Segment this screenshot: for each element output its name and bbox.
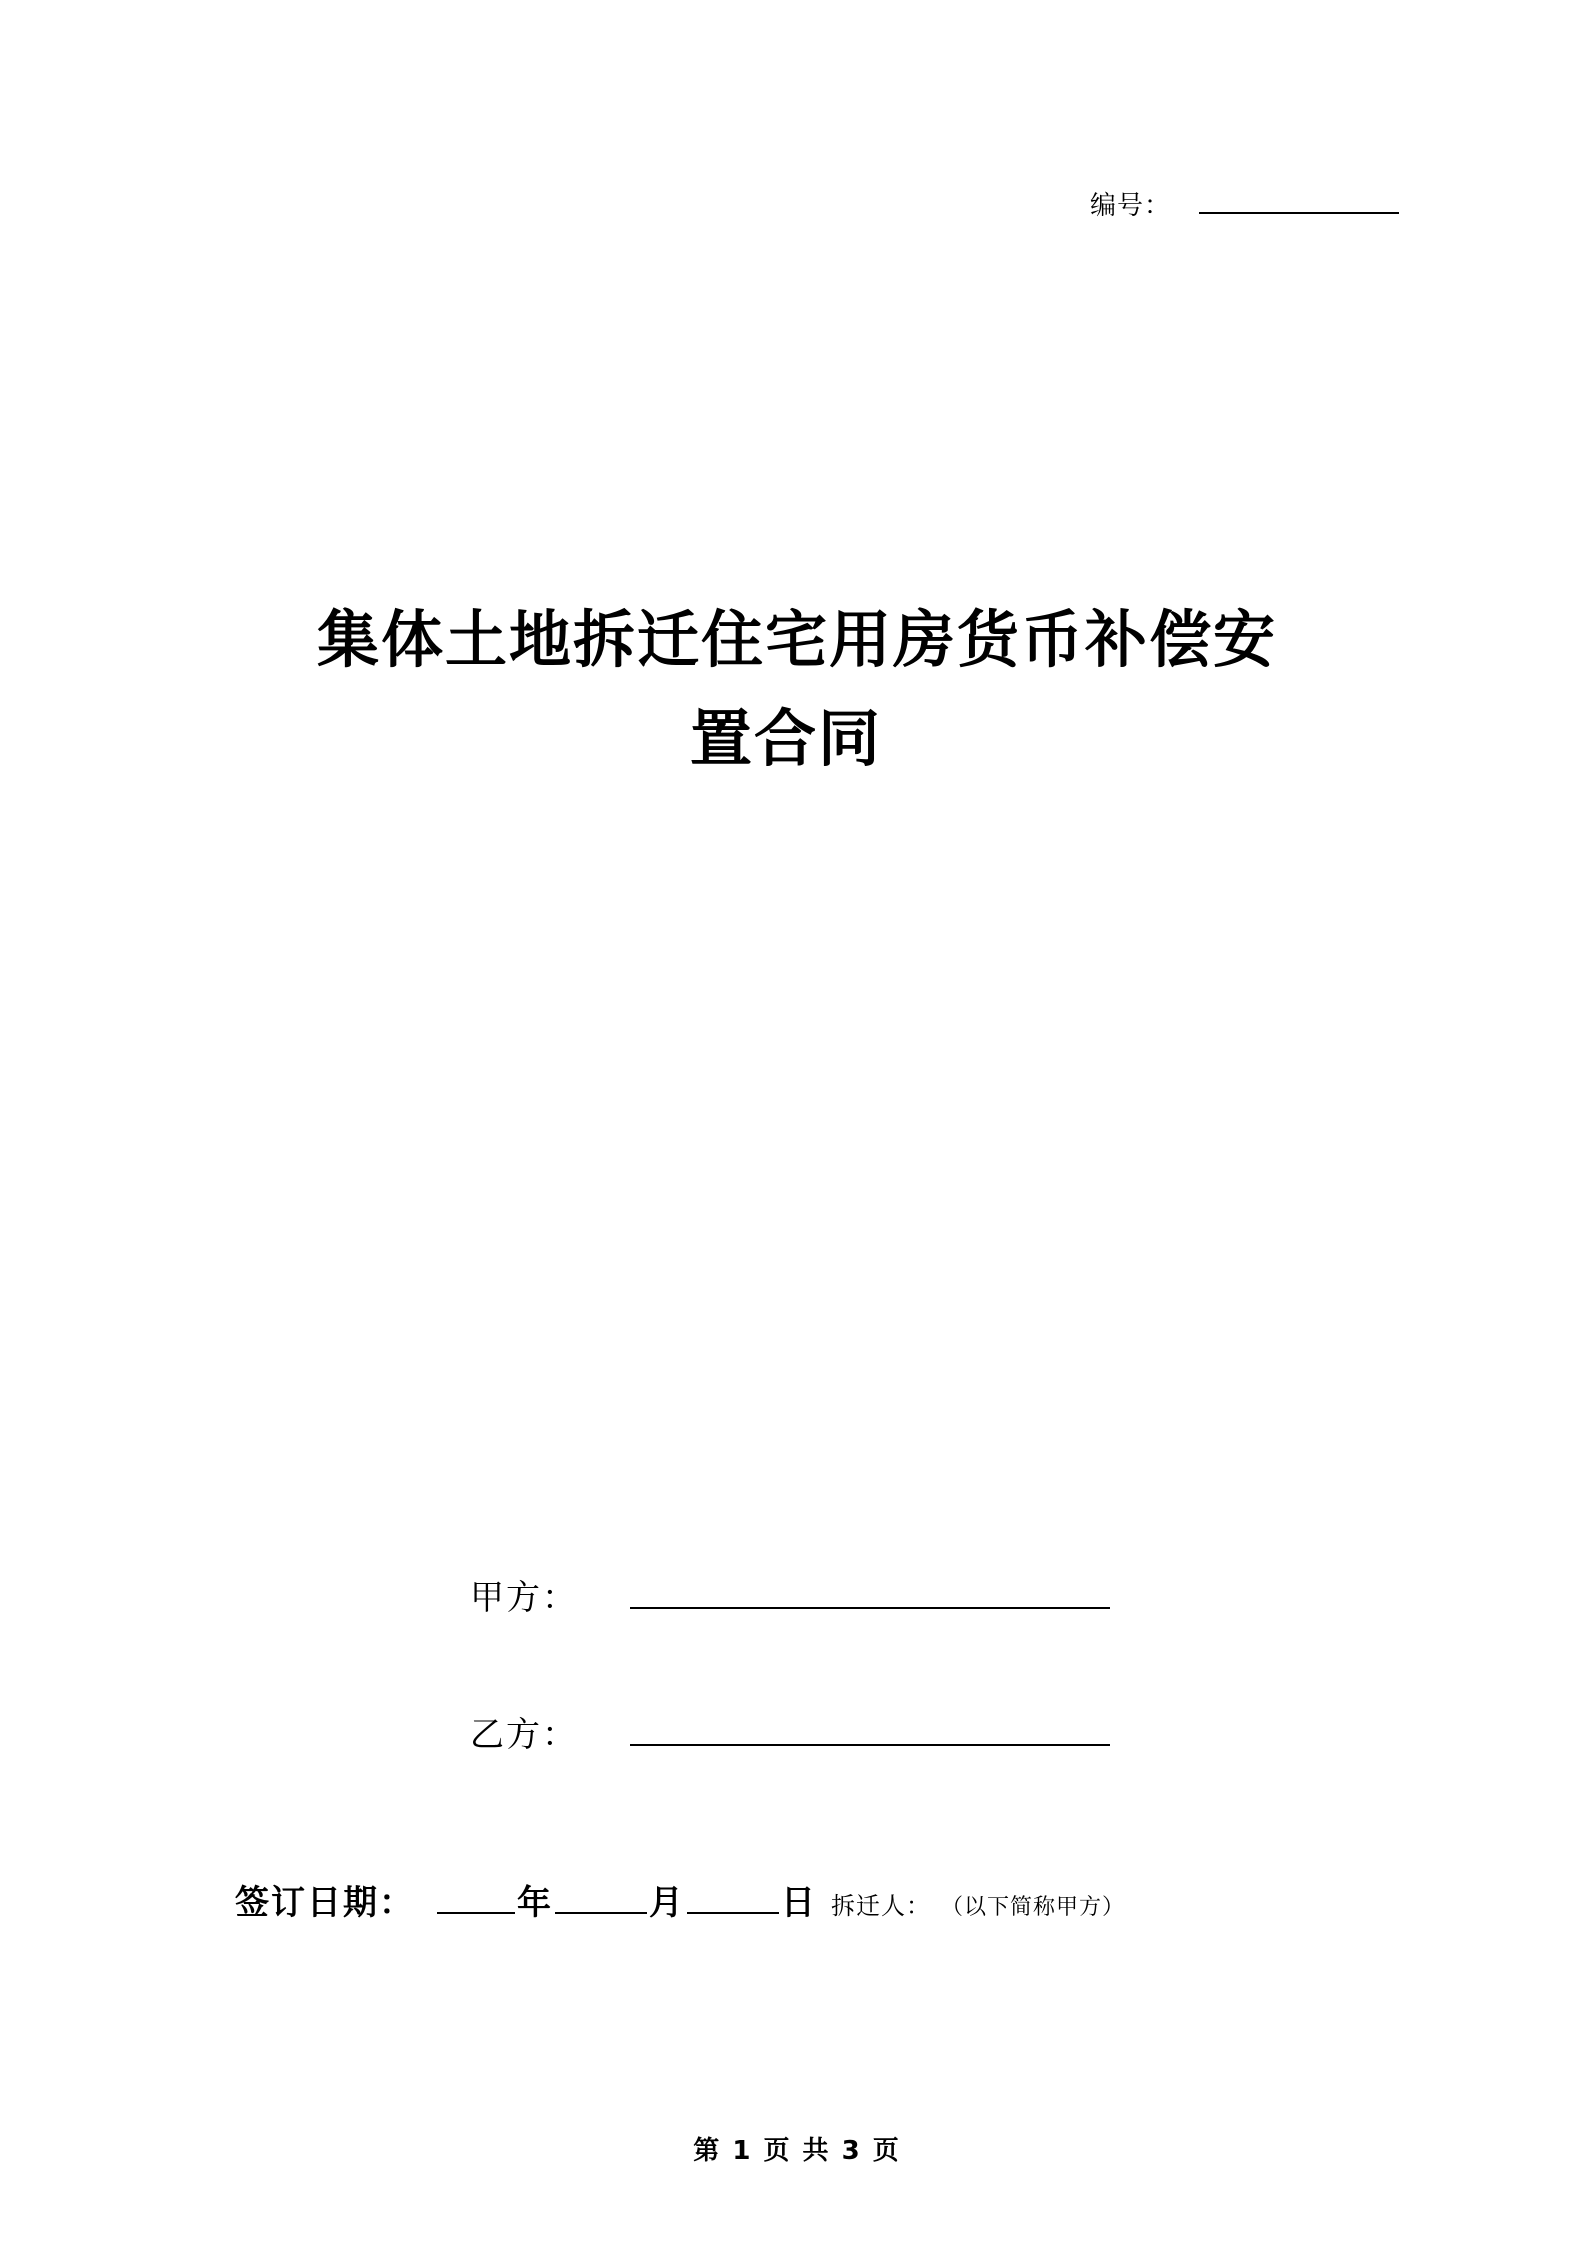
- signing-day-unit: 日: [781, 1883, 815, 1923]
- signing-day-blank[interactable]: [687, 1890, 779, 1914]
- signing-date-label: 签订日期：: [235, 1883, 415, 1923]
- party-b-label: 乙方：: [470, 1715, 578, 1755]
- demolisher-note: （以下简称甲方）: [941, 1895, 1126, 1920]
- signing-month-unit: 月: [649, 1883, 683, 1923]
- title-line-2: 置合同: [690, 702, 883, 776]
- signing-year-blank[interactable]: [437, 1890, 515, 1914]
- document-number-field: [1090, 185, 1399, 222]
- party-a-blank[interactable]: [630, 1583, 1110, 1609]
- party-row: [470, 1707, 1110, 1756]
- signing-month-blank[interactable]: [555, 1890, 647, 1914]
- party-row: [470, 1570, 1110, 1619]
- page-footer: 第 1 页 共 3 页: [693, 2136, 901, 2166]
- title-line-1: 集体土地拆迁住宅用房货币补偿安: [316, 603, 1277, 676]
- signing-date-row: [235, 1875, 1125, 1924]
- party-a-label: 甲方：: [470, 1578, 578, 1618]
- document-title: [0, 590, 1594, 788]
- signing-year-unit: 年: [517, 1883, 551, 1923]
- document-number-blank[interactable]: [1199, 192, 1399, 214]
- document-number-label: 编号：: [1089, 191, 1171, 221]
- party-b-blank[interactable]: [630, 1720, 1110, 1746]
- demolisher-label: 拆迁人：: [831, 1892, 931, 1920]
- party-fields: [470, 1570, 1110, 1844]
